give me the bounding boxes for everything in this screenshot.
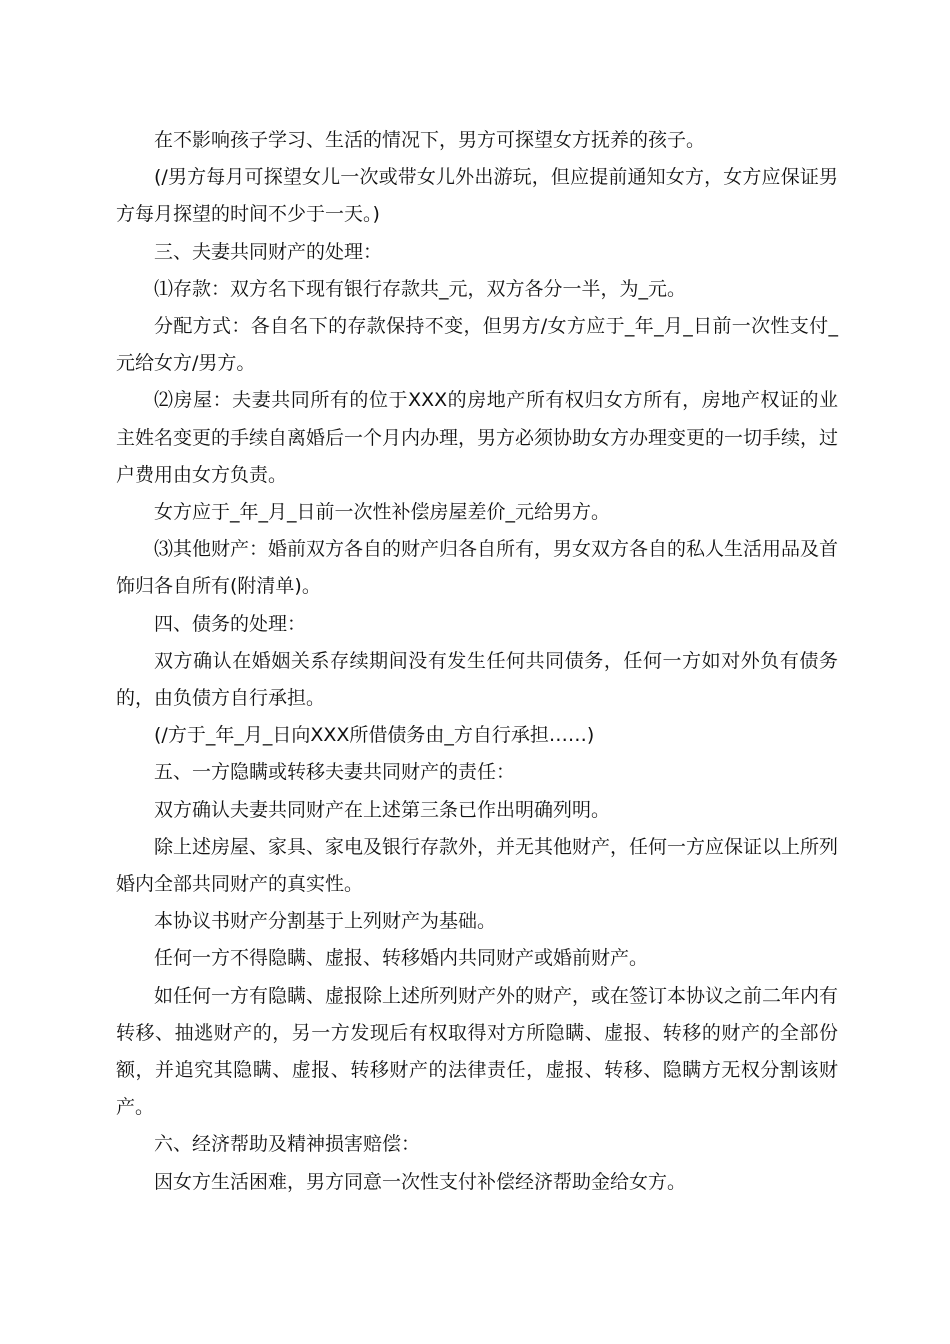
paragraph-visitation: 在不影响孩子学习、生活的情况下，男方可探望女方抚养的孩子。 — [154, 129, 706, 151]
paragraph-confirmation: 双方确认夫妻共同财产在上述第三条已作出明确列明。 — [154, 798, 611, 821]
paragraph-basis: 本协议书财产分割基于上列财产为基础。 — [154, 910, 497, 933]
paragraph-other-property: ⑶其他财产：婚前双方各自的财产归各自所有，男女双方各自的私人生活用品及首饰归各自所有(附清单)。 — [116, 538, 839, 598]
paragraph-debts-note: (/方于_年_月_日向XXX所借债务由_方自行承担……) — [154, 724, 595, 747]
document-body — [116, 122, 838, 1201]
paragraph-house-compensation: 女方应于_年_月_日前一次性补偿房屋差价_元给男方。 — [154, 501, 611, 524]
section-heading-concealment: 五、一方隐瞒或转移夫妻共同财产的责任： — [154, 761, 516, 784]
paragraph-house: ⑵房屋：夫妻共同所有的位于XXX的房地产所有权归女方所有，房地产权证的业主姓名变更的手续自离婚后一个月内办理，男方必须协助女方办理变更的一切手续，过户费用由女方负责。 — [116, 389, 839, 486]
paragraph-no-other-property: 除上述房屋、家具、家电及银行存款外，并无其他财产，任何一方应保证以上所列婚内全部共同财产的真实性。 — [116, 835, 839, 896]
section-heading-property: 三、夫妻共同财产的处理： — [154, 240, 383, 263]
paragraph-visitation-note: (/男方每月可探望女儿一次或带女儿外出游玩，但应提前通知女方，女方应保证男方每月探望的时间不少于一天。) — [116, 166, 838, 226]
paragraph-economic-aid: 因女方生活困难，男方同意一次性支付补偿经济帮助金给女方。 — [154, 1170, 687, 1193]
paragraph-distribution: 分配方式：各自名下的存款保持不变，但男方/女方应于_年_月_日前一次性支付_元给女方/男方。 — [116, 315, 838, 375]
paragraph-debts: 双方确认在婚姻关系存续期间没有发生任何共同债务，任何一方如对外负有债务的，由负债方自行承担。 — [116, 649, 838, 710]
paragraph-no-concealment: 任何一方不得隐瞒、虚报、转移婚内共同财产或婚前财产。 — [154, 947, 649, 970]
section-heading-compensation: 六、经济帮助及精神损害赔偿： — [154, 1133, 421, 1156]
paragraph-penalty: 如任何一方有隐瞒、虚报除上述所列财产外的财产，或在签订本协议之前二年内有转移、抽逃财产的，另一方发现后有权取得对方所隐瞒、虚报、转移的财产的全部份额，并追究其隐瞒、虚报、转移财产的法律责任，虚报、转移、隐瞒方无权分割该财产。 — [116, 984, 839, 1119]
paragraph-savings: ⑴存款：双方名下现有银行存款共_元，双方各分一半，为_元。 — [154, 277, 687, 300]
section-heading-debts: 四、债务的处理： — [154, 612, 307, 635]
